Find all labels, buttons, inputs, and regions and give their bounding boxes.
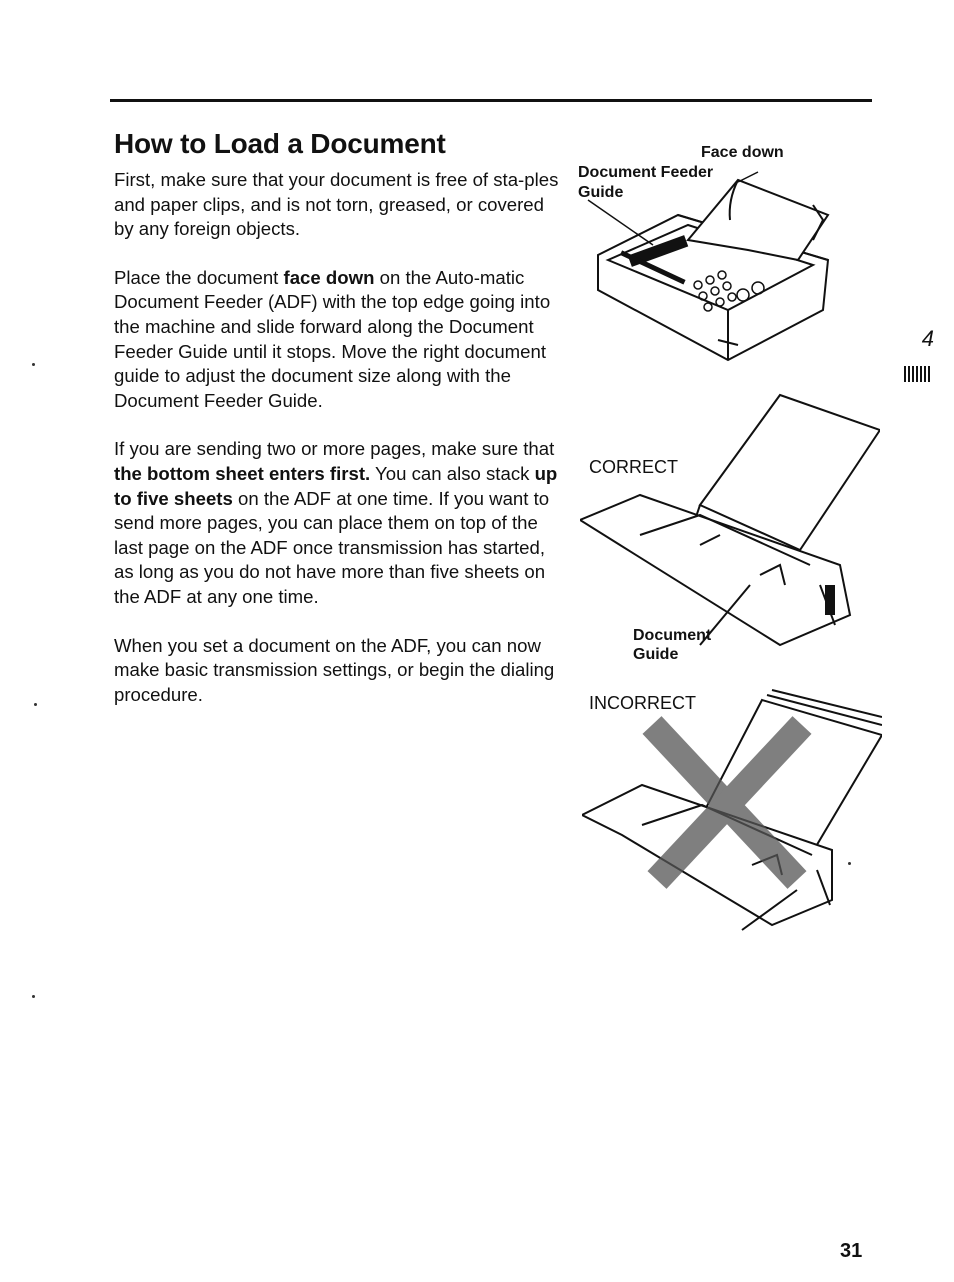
paragraph-3-text-c: You can also stack — [370, 462, 535, 484]
paragraph-1: First, make sure that your document is free of sta-ples and paper clips, and is not torn, greased, or covered by any foreign objects. — [114, 169, 559, 240]
paragraph-3 — [114, 437, 564, 609]
page-title: How to Load a Document — [114, 128, 446, 159]
incorrect-loading-illustration — [582, 685, 882, 935]
paragraph-3-emphasis-1: the bottom sheet enters first. — [114, 462, 371, 484]
chapter-tab-bars — [904, 366, 934, 382]
scan-speck — [848, 862, 851, 865]
paragraph-3-emphasis-2: up to five sheets — [114, 462, 558, 509]
scan-speck — [32, 995, 35, 998]
page-number: 31 — [840, 1240, 863, 1262]
body-text — [114, 168, 564, 731]
scan-speck — [34, 703, 37, 706]
paragraph-2-emphasis: face down — [283, 266, 375, 288]
paragraph-3-text-e: on the ADF at one time. If you want to send more pages, you can place them on top of the last page on the ADF once transmission has started, as long as you do not have more than five sheets on the ADF at any one time. — [114, 487, 550, 607]
document-guide-label-line1: Document — [633, 627, 712, 644]
scan-speck — [32, 363, 35, 366]
feeder-guide-label-line1: Document Feeder — [578, 164, 714, 181]
face-down-label: Face down — [701, 144, 784, 161]
paragraph-3-text-a: If you are sending two or more pages, make sure that — [114, 438, 555, 460]
document-guide-label-line2: Guide — [633, 646, 679, 663]
correct-loading-illustration — [580, 385, 880, 660]
header-rule — [110, 99, 872, 102]
paragraph-2 — [114, 266, 564, 414]
incorrect-title: INCORRECT — [589, 693, 696, 713]
chapter-tab-number: 4 — [921, 326, 934, 351]
paragraph-2-text-a: Place the document — [114, 266, 284, 288]
paragraph-4: When you set a document on the ADF, you can now make basic transmission settings, or begin the dialing procedure. — [114, 634, 555, 705]
correct-title: CORRECT — [589, 457, 678, 477]
feeder-guide-label-line2: Guide — [578, 184, 624, 201]
paragraph-2-text-c: on the Auto-matic Document Feeder (ADF) with the top edge going into the machine and slide forward along the Document Feeder Guide until it stops. Move the right document guide to adjust the document size along with the Document Feeder Guide. — [114, 266, 551, 411]
